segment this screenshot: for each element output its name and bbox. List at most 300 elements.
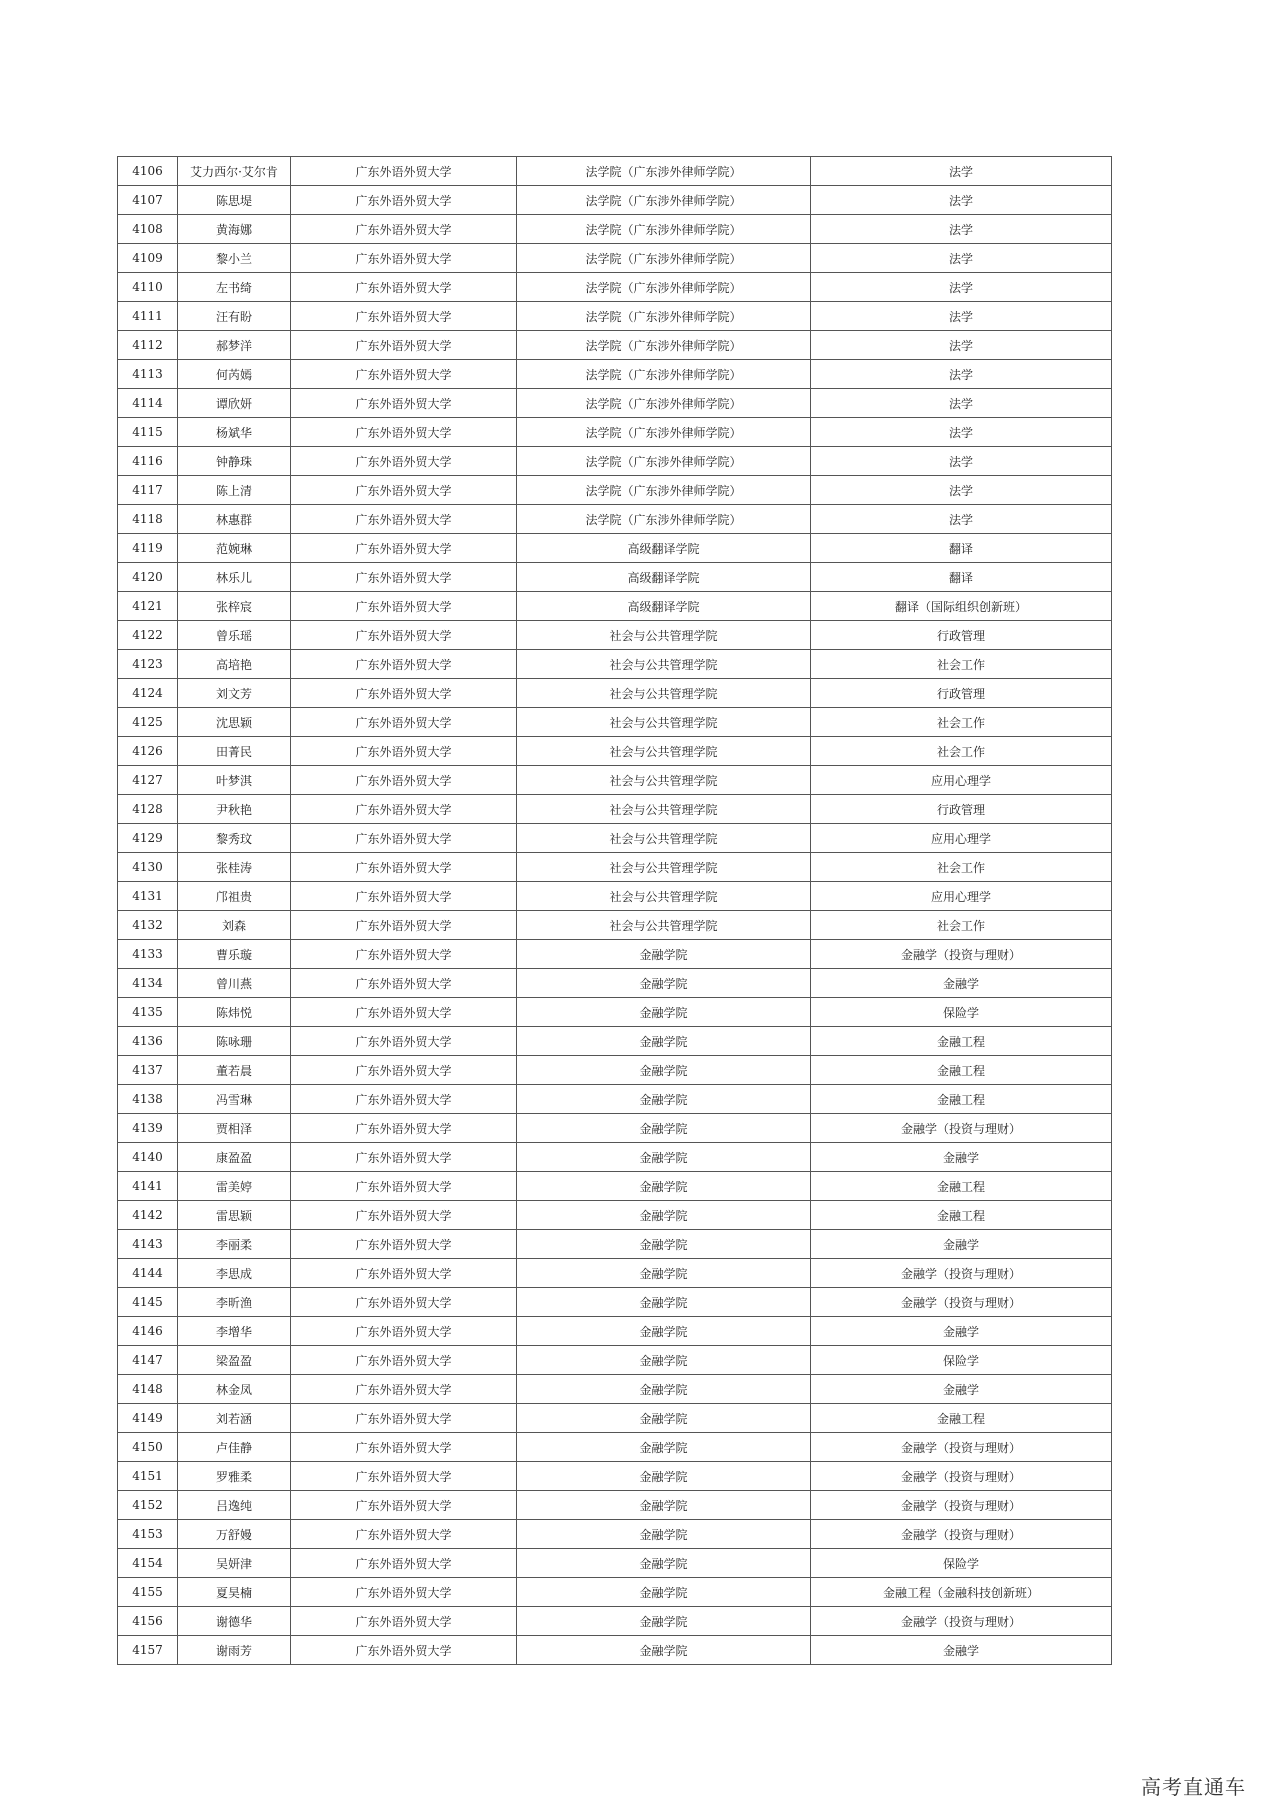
university-cell: 广东外语外贸大学 (291, 1404, 517, 1433)
student-name-cell: 林乐儿 (178, 563, 291, 592)
university-cell: 广东外语外贸大学 (291, 592, 517, 621)
college-cell: 法学院（广东涉外律师学院） (517, 447, 811, 476)
row-number-cell: 4132 (118, 911, 178, 940)
row-number-cell: 4115 (118, 418, 178, 447)
student-name-cell: 高培艳 (178, 650, 291, 679)
student-name-cell: 梁盈盈 (178, 1346, 291, 1375)
student-roster-table (117, 156, 1112, 1665)
student-name-cell: 黎小兰 (178, 244, 291, 273)
table-row (118, 911, 1112, 940)
major-cell: 金融工程 (811, 1085, 1112, 1114)
table-row (118, 534, 1112, 563)
major-cell: 法学 (811, 360, 1112, 389)
university-cell: 广东外语外贸大学 (291, 1549, 517, 1578)
row-number-cell: 4116 (118, 447, 178, 476)
college-cell: 金融学院 (517, 1172, 811, 1201)
student-name-cell: 谢雨芳 (178, 1636, 291, 1665)
major-cell: 金融学 (811, 1143, 1112, 1172)
college-cell: 社会与公共管理学院 (517, 882, 811, 911)
major-cell: 社会工作 (811, 708, 1112, 737)
table-row (118, 1143, 1112, 1172)
watermark-logo: 高考直通车 (1141, 1775, 1246, 1799)
major-cell: 社会工作 (811, 911, 1112, 940)
table-row (118, 1462, 1112, 1491)
row-number-cell: 4156 (118, 1607, 178, 1636)
row-number-cell: 4129 (118, 824, 178, 853)
student-name-cell: 李丽柔 (178, 1230, 291, 1259)
student-name-cell: 陈上清 (178, 476, 291, 505)
university-cell: 广东外语外贸大学 (291, 1317, 517, 1346)
row-number-cell: 4155 (118, 1578, 178, 1607)
student-name-cell: 谢德华 (178, 1607, 291, 1636)
student-name-cell: 卢佳静 (178, 1433, 291, 1462)
college-cell: 金融学院 (517, 940, 811, 969)
table-row (118, 244, 1112, 273)
student-name-cell: 曾川燕 (178, 969, 291, 998)
student-name-cell: 李昕渔 (178, 1288, 291, 1317)
table-row (118, 1375, 1112, 1404)
university-cell: 广东外语外贸大学 (291, 157, 517, 186)
major-cell: 金融学 (811, 1636, 1112, 1665)
table-row (118, 853, 1112, 882)
student-name-cell: 贾相泽 (178, 1114, 291, 1143)
row-number-cell: 4143 (118, 1230, 178, 1259)
university-cell: 广东外语外贸大学 (291, 1288, 517, 1317)
row-number-cell: 4149 (118, 1404, 178, 1433)
row-number-cell: 4136 (118, 1027, 178, 1056)
major-cell: 应用心理学 (811, 882, 1112, 911)
table-row (118, 1201, 1112, 1230)
university-cell: 广东外语外贸大学 (291, 534, 517, 563)
college-cell: 金融学院 (517, 1433, 811, 1462)
college-cell: 金融学院 (517, 1578, 811, 1607)
table-row (118, 186, 1112, 215)
table-row (118, 1636, 1112, 1665)
row-number-cell: 4147 (118, 1346, 178, 1375)
college-cell: 金融学院 (517, 1114, 811, 1143)
university-cell: 广东外语外贸大学 (291, 621, 517, 650)
college-cell: 金融学院 (517, 969, 811, 998)
major-cell: 翻译 (811, 534, 1112, 563)
major-cell: 金融工程 (811, 1404, 1112, 1433)
table-row (118, 650, 1112, 679)
college-cell: 金融学院 (517, 1027, 811, 1056)
university-cell: 广东外语外贸大学 (291, 360, 517, 389)
student-name-cell: 陈咏珊 (178, 1027, 291, 1056)
table-row (118, 447, 1112, 476)
college-cell: 金融学院 (517, 1056, 811, 1085)
row-number-cell: 4122 (118, 621, 178, 650)
row-number-cell: 4134 (118, 969, 178, 998)
roster-body (118, 157, 1112, 1665)
university-cell: 广东外语外贸大学 (291, 331, 517, 360)
major-cell: 法学 (811, 476, 1112, 505)
student-name-cell: 董若晨 (178, 1056, 291, 1085)
student-name-cell: 黎秀玟 (178, 824, 291, 853)
table-row (118, 1317, 1112, 1346)
university-cell: 广东外语外贸大学 (291, 563, 517, 592)
table-row (118, 1114, 1112, 1143)
row-number-cell: 4137 (118, 1056, 178, 1085)
major-cell: 金融学（投资与理财） (811, 1491, 1112, 1520)
row-number-cell: 4138 (118, 1085, 178, 1114)
college-cell: 金融学院 (517, 1346, 811, 1375)
major-cell: 行政管理 (811, 621, 1112, 650)
university-cell: 广东外语外贸大学 (291, 244, 517, 273)
university-cell: 广东外语外贸大学 (291, 476, 517, 505)
row-number-cell: 4124 (118, 679, 178, 708)
row-number-cell: 4133 (118, 940, 178, 969)
major-cell: 应用心理学 (811, 766, 1112, 795)
university-cell: 广东外语外贸大学 (291, 1143, 517, 1172)
student-name-cell: 刘森 (178, 911, 291, 940)
major-cell: 金融学（投资与理财） (811, 1462, 1112, 1491)
university-cell: 广东外语外贸大学 (291, 1578, 517, 1607)
student-name-cell: 田菁民 (178, 737, 291, 766)
university-cell: 广东外语外贸大学 (291, 1230, 517, 1259)
major-cell: 金融学（投资与理财） (811, 940, 1112, 969)
row-number-cell: 4145 (118, 1288, 178, 1317)
table-row (118, 592, 1112, 621)
college-cell: 金融学院 (517, 1143, 811, 1172)
college-cell: 金融学院 (517, 1375, 811, 1404)
university-cell: 广东外语外贸大学 (291, 766, 517, 795)
college-cell: 法学院（广东涉外律师学院） (517, 157, 811, 186)
college-cell: 金融学院 (517, 1607, 811, 1636)
row-number-cell: 4154 (118, 1549, 178, 1578)
college-cell: 高级翻译学院 (517, 592, 811, 621)
major-cell: 金融学（投资与理财） (811, 1259, 1112, 1288)
table-row (118, 157, 1112, 186)
row-number-cell: 4120 (118, 563, 178, 592)
row-number-cell: 4126 (118, 737, 178, 766)
table-row (118, 940, 1112, 969)
row-number-cell: 4106 (118, 157, 178, 186)
major-cell: 社会工作 (811, 853, 1112, 882)
row-number-cell: 4135 (118, 998, 178, 1027)
major-cell: 金融学 (811, 1375, 1112, 1404)
university-cell: 广东外语外贸大学 (291, 1056, 517, 1085)
major-cell: 翻译（国际组织创新班） (811, 592, 1112, 621)
student-name-cell: 张梓宸 (178, 592, 291, 621)
row-number-cell: 4114 (118, 389, 178, 418)
university-cell: 广东外语外贸大学 (291, 882, 517, 911)
college-cell: 金融学院 (517, 1201, 811, 1230)
student-name-cell: 沈思颖 (178, 708, 291, 737)
major-cell: 法学 (811, 302, 1112, 331)
university-cell: 广东外语外贸大学 (291, 795, 517, 824)
table-row (118, 273, 1112, 302)
row-number-cell: 4111 (118, 302, 178, 331)
university-cell: 广东外语外贸大学 (291, 1636, 517, 1665)
university-cell: 广东外语外贸大学 (291, 1375, 517, 1404)
row-number-cell: 4127 (118, 766, 178, 795)
college-cell: 金融学院 (517, 1288, 811, 1317)
row-number-cell: 4113 (118, 360, 178, 389)
college-cell: 金融学院 (517, 1230, 811, 1259)
college-cell: 金融学院 (517, 1317, 811, 1346)
college-cell: 法学院（广东涉外律师学院） (517, 244, 811, 273)
student-name-cell: 雷美婷 (178, 1172, 291, 1201)
table-row (118, 621, 1112, 650)
university-cell: 广东外语外贸大学 (291, 389, 517, 418)
table-row (118, 1404, 1112, 1433)
college-cell: 社会与公共管理学院 (517, 679, 811, 708)
table-row (118, 969, 1112, 998)
college-cell: 金融学院 (517, 1259, 811, 1288)
table-row (118, 1027, 1112, 1056)
college-cell: 金融学院 (517, 1462, 811, 1491)
student-name-cell: 钟静珠 (178, 447, 291, 476)
row-number-cell: 4128 (118, 795, 178, 824)
student-name-cell: 万舒嫚 (178, 1520, 291, 1549)
university-cell: 广东外语外贸大学 (291, 447, 517, 476)
major-cell: 保险学 (811, 998, 1112, 1027)
major-cell: 金融学 (811, 1230, 1112, 1259)
row-number-cell: 4118 (118, 505, 178, 534)
college-cell: 金融学院 (517, 998, 811, 1027)
major-cell: 保险学 (811, 1549, 1112, 1578)
table-row (118, 1172, 1112, 1201)
college-cell: 社会与公共管理学院 (517, 766, 811, 795)
row-number-cell: 4146 (118, 1317, 178, 1346)
college-cell: 金融学院 (517, 1491, 811, 1520)
university-cell: 广东外语外贸大学 (291, 679, 517, 708)
college-cell: 金融学院 (517, 1636, 811, 1665)
table-row (118, 766, 1112, 795)
major-cell: 法学 (811, 331, 1112, 360)
major-cell: 保险学 (811, 1346, 1112, 1375)
row-number-cell: 4130 (118, 853, 178, 882)
college-cell: 社会与公共管理学院 (517, 737, 811, 766)
table-row (118, 882, 1112, 911)
university-cell: 广东外语外贸大学 (291, 1085, 517, 1114)
row-number-cell: 4125 (118, 708, 178, 737)
row-number-cell: 4140 (118, 1143, 178, 1172)
row-number-cell: 4110 (118, 273, 178, 302)
student-name-cell: 黄海娜 (178, 215, 291, 244)
table-row (118, 215, 1112, 244)
table-row (118, 389, 1112, 418)
table-row (118, 1230, 1112, 1259)
major-cell: 法学 (811, 418, 1112, 447)
row-number-cell: 4157 (118, 1636, 178, 1665)
university-cell: 广东外语外贸大学 (291, 650, 517, 679)
major-cell: 应用心理学 (811, 824, 1112, 853)
student-name-cell: 何芮嫣 (178, 360, 291, 389)
student-name-cell: 吕逸纯 (178, 1491, 291, 1520)
student-name-cell: 刘若涵 (178, 1404, 291, 1433)
row-number-cell: 4123 (118, 650, 178, 679)
table-row (118, 1549, 1112, 1578)
university-cell: 广东外语外贸大学 (291, 1114, 517, 1143)
major-cell: 金融工程 (811, 1027, 1112, 1056)
major-cell: 金融学（投资与理财） (811, 1520, 1112, 1549)
major-cell: 金融工程 (811, 1056, 1112, 1085)
student-name-cell: 郝梦洋 (178, 331, 291, 360)
student-name-cell: 陈思堤 (178, 186, 291, 215)
row-number-cell: 4119 (118, 534, 178, 563)
college-cell: 法学院（广东涉外律师学院） (517, 505, 811, 534)
college-cell: 法学院（广东涉外律师学院） (517, 360, 811, 389)
college-cell: 社会与公共管理学院 (517, 824, 811, 853)
university-cell: 广东外语外贸大学 (291, 737, 517, 766)
student-name-cell: 冯雪琳 (178, 1085, 291, 1114)
major-cell: 法学 (811, 505, 1112, 534)
student-name-cell: 曹乐璇 (178, 940, 291, 969)
student-name-cell: 陈炜悦 (178, 998, 291, 1027)
student-name-cell: 叶梦淇 (178, 766, 291, 795)
college-cell: 社会与公共管理学院 (517, 911, 811, 940)
major-cell: 金融学 (811, 969, 1112, 998)
major-cell: 法学 (811, 157, 1112, 186)
college-cell: 法学院（广东涉外律师学院） (517, 186, 811, 215)
major-cell: 行政管理 (811, 679, 1112, 708)
major-cell: 金融学（投资与理财） (811, 1114, 1112, 1143)
student-name-cell: 汪有盼 (178, 302, 291, 331)
university-cell: 广东外语外贸大学 (291, 215, 517, 244)
major-cell: 翻译 (811, 563, 1112, 592)
college-cell: 社会与公共管理学院 (517, 795, 811, 824)
student-name-cell: 罗雅柔 (178, 1462, 291, 1491)
university-cell: 广东外语外贸大学 (291, 505, 517, 534)
university-cell: 广东外语外贸大学 (291, 186, 517, 215)
university-cell: 广东外语外贸大学 (291, 940, 517, 969)
row-number-cell: 4151 (118, 1462, 178, 1491)
student-name-cell: 李增华 (178, 1317, 291, 1346)
university-cell: 广东外语外贸大学 (291, 1027, 517, 1056)
college-cell: 社会与公共管理学院 (517, 853, 811, 882)
table-row (118, 1085, 1112, 1114)
major-cell: 金融工程 (811, 1172, 1112, 1201)
row-number-cell: 4144 (118, 1259, 178, 1288)
table-row (118, 708, 1112, 737)
table-row (118, 360, 1112, 389)
row-number-cell: 4150 (118, 1433, 178, 1462)
college-cell: 社会与公共管理学院 (517, 621, 811, 650)
major-cell: 金融工程 (811, 1201, 1112, 1230)
major-cell: 法学 (811, 244, 1112, 273)
college-cell: 法学院（广东涉外律师学院） (517, 302, 811, 331)
university-cell: 广东外语外贸大学 (291, 273, 517, 302)
major-cell: 法学 (811, 447, 1112, 476)
university-cell: 广东外语外贸大学 (291, 1607, 517, 1636)
row-number-cell: 4139 (118, 1114, 178, 1143)
student-name-cell: 艾力西尔·艾尔肯 (178, 157, 291, 186)
college-cell: 法学院（广东涉外律师学院） (517, 215, 811, 244)
major-cell: 法学 (811, 273, 1112, 302)
row-number-cell: 4109 (118, 244, 178, 273)
university-cell: 广东外语外贸大学 (291, 708, 517, 737)
university-cell: 广东外语外贸大学 (291, 853, 517, 882)
college-cell: 法学院（广东涉外律师学院） (517, 476, 811, 505)
student-name-cell: 林金凤 (178, 1375, 291, 1404)
table-row (118, 1578, 1112, 1607)
college-cell: 社会与公共管理学院 (517, 650, 811, 679)
major-cell: 法学 (811, 186, 1112, 215)
row-number-cell: 4141 (118, 1172, 178, 1201)
college-cell: 法学院（广东涉外律师学院） (517, 418, 811, 447)
row-number-cell: 4117 (118, 476, 178, 505)
table-row (118, 1607, 1112, 1636)
university-cell: 广东外语外贸大学 (291, 1433, 517, 1462)
university-cell: 广东外语外贸大学 (291, 824, 517, 853)
university-cell: 广东外语外贸大学 (291, 969, 517, 998)
table-row (118, 998, 1112, 1027)
student-name-cell: 邝祖贵 (178, 882, 291, 911)
student-name-cell: 雷思颖 (178, 1201, 291, 1230)
major-cell: 法学 (811, 215, 1112, 244)
row-number-cell: 4148 (118, 1375, 178, 1404)
college-cell: 法学院（广东涉外律师学院） (517, 331, 811, 360)
major-cell: 金融学（投资与理财） (811, 1288, 1112, 1317)
college-cell: 高级翻译学院 (517, 534, 811, 563)
major-cell: 金融学（投资与理财） (811, 1433, 1112, 1462)
college-cell: 社会与公共管理学院 (517, 708, 811, 737)
major-cell: 金融工程（金融科技创新班） (811, 1578, 1112, 1607)
table-row (118, 1346, 1112, 1375)
university-cell: 广东外语外贸大学 (291, 1201, 517, 1230)
student-name-cell: 李思成 (178, 1259, 291, 1288)
university-cell: 广东外语外贸大学 (291, 1259, 517, 1288)
table-row (118, 824, 1112, 853)
student-name-cell: 林惠群 (178, 505, 291, 534)
student-name-cell: 谭欣妍 (178, 389, 291, 418)
table-row (118, 505, 1112, 534)
table-row (118, 1491, 1112, 1520)
student-name-cell: 吴妍津 (178, 1549, 291, 1578)
table-row (118, 1433, 1112, 1462)
major-cell: 金融学 (811, 1317, 1112, 1346)
student-name-cell: 范婉琳 (178, 534, 291, 563)
row-number-cell: 4142 (118, 1201, 178, 1230)
university-cell: 广东外语外贸大学 (291, 302, 517, 331)
table-row (118, 1520, 1112, 1549)
table-row (118, 563, 1112, 592)
table-row (118, 331, 1112, 360)
student-name-cell: 夏昊楠 (178, 1578, 291, 1607)
university-cell: 广东外语外贸大学 (291, 1172, 517, 1201)
college-cell: 金融学院 (517, 1520, 811, 1549)
table-row (118, 418, 1112, 447)
table-row (118, 795, 1112, 824)
student-name-cell: 曾乐瑶 (178, 621, 291, 650)
university-cell: 广东外语外贸大学 (291, 911, 517, 940)
major-cell: 法学 (811, 389, 1112, 418)
row-number-cell: 4108 (118, 215, 178, 244)
student-name-cell: 康盈盈 (178, 1143, 291, 1172)
row-number-cell: 4152 (118, 1491, 178, 1520)
college-cell: 法学院（广东涉外律师学院） (517, 389, 811, 418)
table-row (118, 737, 1112, 766)
student-name-cell: 尹秋艳 (178, 795, 291, 824)
row-number-cell: 4153 (118, 1520, 178, 1549)
table-row (118, 302, 1112, 331)
university-cell: 广东外语外贸大学 (291, 1462, 517, 1491)
table-row (118, 679, 1112, 708)
table-row (118, 1259, 1112, 1288)
table-row (118, 1288, 1112, 1317)
student-name-cell: 刘文芳 (178, 679, 291, 708)
college-cell: 金融学院 (517, 1549, 811, 1578)
row-number-cell: 4131 (118, 882, 178, 911)
student-name-cell: 左书绮 (178, 273, 291, 302)
college-cell: 金融学院 (517, 1085, 811, 1114)
university-cell: 广东外语外贸大学 (291, 1346, 517, 1375)
university-cell: 广东外语外贸大学 (291, 998, 517, 1027)
table-row (118, 476, 1112, 505)
college-cell: 法学院（广东涉外律师学院） (517, 273, 811, 302)
